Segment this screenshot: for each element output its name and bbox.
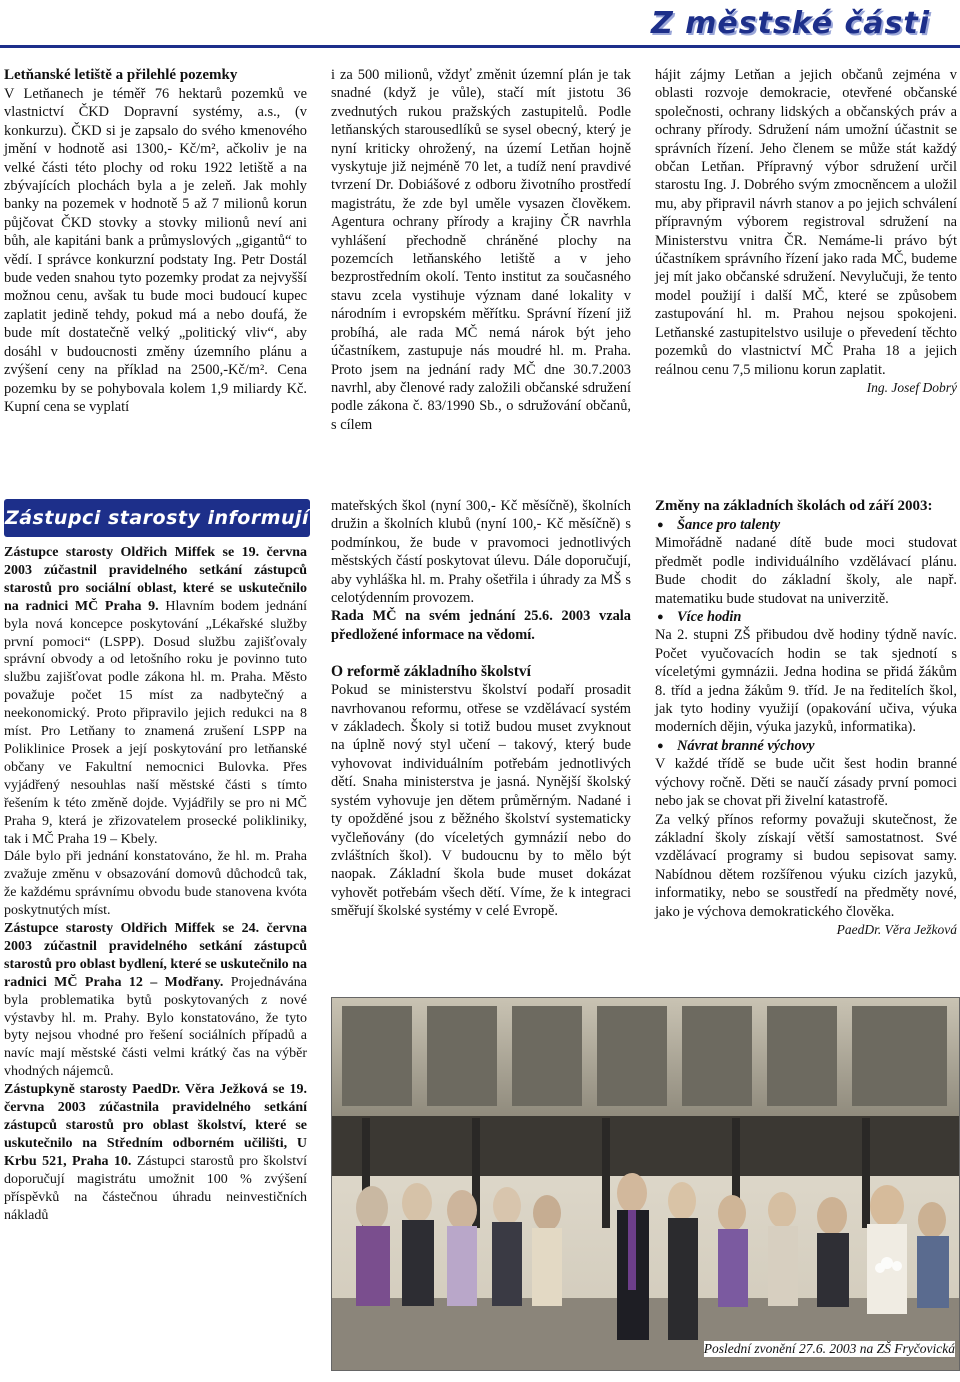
page-header [0, 0, 960, 48]
article-heading: O reformě základního školství [331, 663, 531, 681]
article-text: hájit zájmy Letňan a jejich občanů zejména v oblasti rozvoje demokracie, otevřené občanské společnosti, ochrany lidských a občanských práv a ochrany přírody. Sdružení nám umožní účastnit se správních řízení. Jeho členem se může stát každý občan Letňan. Přípravný výbor sdružení určil starostu Ing. J. Dobrého svým zmocněncem a uložil mu, aby připravil návrh stanov a po jejich schválení přípravným výborem registroval sdružení na Ministerstvu vnitra ČR. Nemáme-li právo být účastníkem správního řízení jako rada MČ, budeme jej mít jako občanské sdružení. Nevylučuji, že tento model použijí i další MČ, které se způsobem zastupování hl. m. Prahou nejsou spokojeni. Letňanské zastupitelstvo usiluje o převedení těchto pozemků do vlastnictví MČ Praha 18 a jejich reálnou cenu 7,5 milionu korun zaplatit. [655, 67, 957, 378]
report-lead: Zástupkyně starosty PaedDr. Věra Ježková se 19. června 2003 zúčastnila pravidelného setkání zástupců starostů pro oblast školství, které se uskutečnilo na Středním odborném učilišti, U Krbu 521, Praha 10. [4, 1082, 307, 1169]
report-text: Zástupci starostů pro školství doporučují magistrátu umožnit 100 % zvýšení příspěvků na částečnou úhradu neinvestičních nákladů [4, 1153, 307, 1223]
article-heading: Změny na základních školách od září 2003: [655, 498, 933, 514]
article-heading: Letňanské letiště a přilehlé pozemky [4, 67, 238, 83]
event-photo [331, 997, 960, 1371]
report-text: Hlavním bodem jednání byla nová koncepce poskytování „Lékařské služby první pomoci“ (LSPP). Dosud službu zajišťovaly správní obvody a od letošního roku je povinno tuto službu zajišťovat podle zákona hl. m. Praha. Město považuje počet 15 míst za nadbytečný a neekonomický. Proto připravilo jejich redukci na 8 míst. Pro Letňany to znamená zrušení LSPP na Poliklinice Prosek a její poskytování pro letňanské občany ve Fakultní nemocnici Bulovka. Přes vyjádřený nesouhlas naší městské části s tímto řešením k této změně dojde. Vyjádřily se pro ni MČ Praha 9, která je zřizovatelem prosecké polikliniky, tak i MČ Praha 19 – Kbely. [4, 598, 307, 847]
column-3-top [655, 66, 957, 397]
bullet-text: V každé třídě se bude učit šest hodin branné výchovy ročně. Děti se naučí zásady první pomoci nebo jak se chovat při živelní katastrofě. [655, 756, 957, 810]
column-1-top [4, 66, 307, 416]
report-text: Projednávána byla problematika bytů poskytovaných z nové výstavby hl. m. Prahy. Bylo konstatováno, že tyto byty nejsou vhodné pro řešení sociálních případů a navíc mají městské části velmi krátký čas na výběr vhodných nájemců. [4, 974, 307, 1080]
article-signature: Ing. Josef Dobrý [866, 379, 957, 395]
section-banner [4, 499, 310, 537]
column-2-top [331, 66, 631, 434]
report-text: mateřských škol (nyní 300,- Kč měsíčně), školních družin a školních klubů (nyní 100,- Kč měsíčně) s podmínkou, že bude v pravomoci jednotlivých městských částí poskytovat úlevu. Dále doporučují, aby vyhláška hl. m. Prahy ošetřila i úhrady za MŠ s celotýdenním provozem. [331, 498, 631, 607]
article-text: V Letňanech je téměř 76 hektarů pozemků ve vlastnictví ČKD Dopravní systémy, a.s., (v konkurzu). ČKD si je zapsalo do svého kmenového jmění v hodnotě asi 1300,- Kč/m², ačkoliv je na velké části této plochy od roku 1922 letiště a na zbývajících plochách byla a je zeleň. Jak mohly banky na pozemek v hodnotě 5 až 7 milionů korun půjčovat ČKD stovky a stovky milionů neví ani bůh, ale kapitáni bank a průmyslových „gigantů“ to vědí. I správce konkurzní podstaty Ing. Petr Dostál bude veden snahou tyto pozemky prodat za nejvyšší možnou cenu, avšak tu bude moci budoucí kupec zaplatit jedině tehdy, pokud má a nebo doufá, že bude mít dostatečně velký „politický vliv“, aby dosáhl v budoucnosti změny územního plánu a zvýšení ceny na příklad na 2500,-Kč/m². Cena pozemku by se pohybovala kolem 1,9 miliardy Kč. Kupní cena se vyplatí [4, 86, 307, 415]
report-lead: Zástupce starosty Oldřich Miffek se 19. června 2003 zúčastnil pravidelného setkání zástupců starostů pro sociální oblast, které se uskutečnilo na radnici MČ Praha 9. [4, 545, 307, 614]
photo-caption: Poslední zvonění 27.6. 2003 na ZŠ Fryčovická [703, 1341, 955, 1356]
article-signature: PaedDr. Věra Ježková [836, 921, 957, 937]
bullet-heading: ● Návrat branné výchovy [655, 737, 957, 755]
section-title: Z městské části [650, 6, 930, 41]
bullet-text: Mimořádně nadané dítě bude moci studovat předmět podle individuálního vzdělávací plánu. Bude chodit do základní školy, ale např. matematiku bude studovat na univerzitě. [655, 535, 957, 607]
banner-title: Zástupci starosty informují [4, 507, 310, 529]
article-text: i za 500 milionů, vždyť změnit územní plán je tak snadné (když je vůle), stačí mít jistotu 36 zvednutých rukou pražských zastupitelů. Podle letňanských starousedlíků se sysel obecný, který je nyní kriticky ohrožený, na území Letňan hojně vyskytuje již nejméně 70 let, a tudíž není pravdivé tvrzení Dr. Dobiášové z odboru životního prostředí magistrátu, že zde byl uměle vysazen člověkem. Agentura ochrany přírody a krajiny ČR navrhla vyhlášení přechodně chráněné plochy na pozemcích letňanského letiště a v jeho bezprostředním okolí. Tento institut za současného stavu zcela vystihuje význam dané lokality v národním i evropském měřítku. Správní řízení již probíhá, ale rada MČ nemá nárok být jeho účastníkem, zastupuje nás moudré hl. m. Praha. Proto jsem na jednání rady MČ dne 30.7.2003 navrhl, aby členové rady založili občanské sdružení podle zákona č. 83/1990 Sb., o sdružování občanů, s cílem [331, 67, 631, 433]
report-lead: Zástupce starosty Oldřich Miffek se 24. června 2003 zúčastnil pravidelného setkání zástupců starostů pro oblast bydlení, které se uskutečnilo na radnici MČ Praha 12 – Modřany. [4, 921, 307, 990]
bullet-heading: ● Šance pro talenty [655, 516, 957, 534]
article-text: Za velký přínos reformy považuji skutečnost, že základní školy získají větší samostatnost. Své vzdělávací programy si budou sepisovat samy. Nabídnou dětem rozšířenou výuku cizích jazyků, informatiky, nebo se soustředí na předměty nové, jako je výchova demokratického člověka. [655, 811, 957, 920]
column-2-bottom [331, 497, 631, 921]
column-1-bottom [4, 544, 307, 1224]
bullet-text: Na 2. stupni ZŠ přibudou dvě hodiny týdně navíc. Počet vyučovacích hodin se tak sjednotí s víceletými gymnázii. Jedna hodina se přidá žákům 8. tříd a jedna žákům 9. tříd. Je na ředitelích škol, jak tyto hodiny využijí (opakování učiva, výuka moderních dějin, výuka jazyků, informatika). [655, 627, 957, 736]
photo-illustration [332, 998, 960, 1371]
bullet-heading: ● Více hodin [655, 608, 957, 626]
article-text: Pokud se ministerstvu školství podaří prosadit navrhovanou reformu, otřese se vzdělávací systém v základech. Školy si totiž budou muset zvyknout na úplně nový styl učení – takový, který bude vyhovovat individuálním potřebám jednotlivých dětí. Snaha ministerstva je jasná. Nynější školský systém vyhovuje jen dětem průměrným. Nadané i ty opožděné jsou z běžného školství systematicky vyčleňovány (do víceletých gymnázií nebo do zvláštních škol). V budoucnu by to mělo být naopak. Základní škola bude muset dokázat vyhovět potřebám všech dětí. Víme, že k integraci směřují školské systémy v celé Evropě. [331, 682, 631, 920]
column-3-bottom [655, 497, 957, 939]
council-note: Rada MČ na svém jednání 25.6. 2003 vzala předložené informace na vědomí. [331, 608, 631, 643]
report-text: Dále bylo při jednání konstatováno, že hl. m. Praha zvažuje změnu v obsazování domovů důchodců tak, že každému správnímu obvodu bude stanovena kvóta poskytnutých míst. [4, 849, 307, 919]
